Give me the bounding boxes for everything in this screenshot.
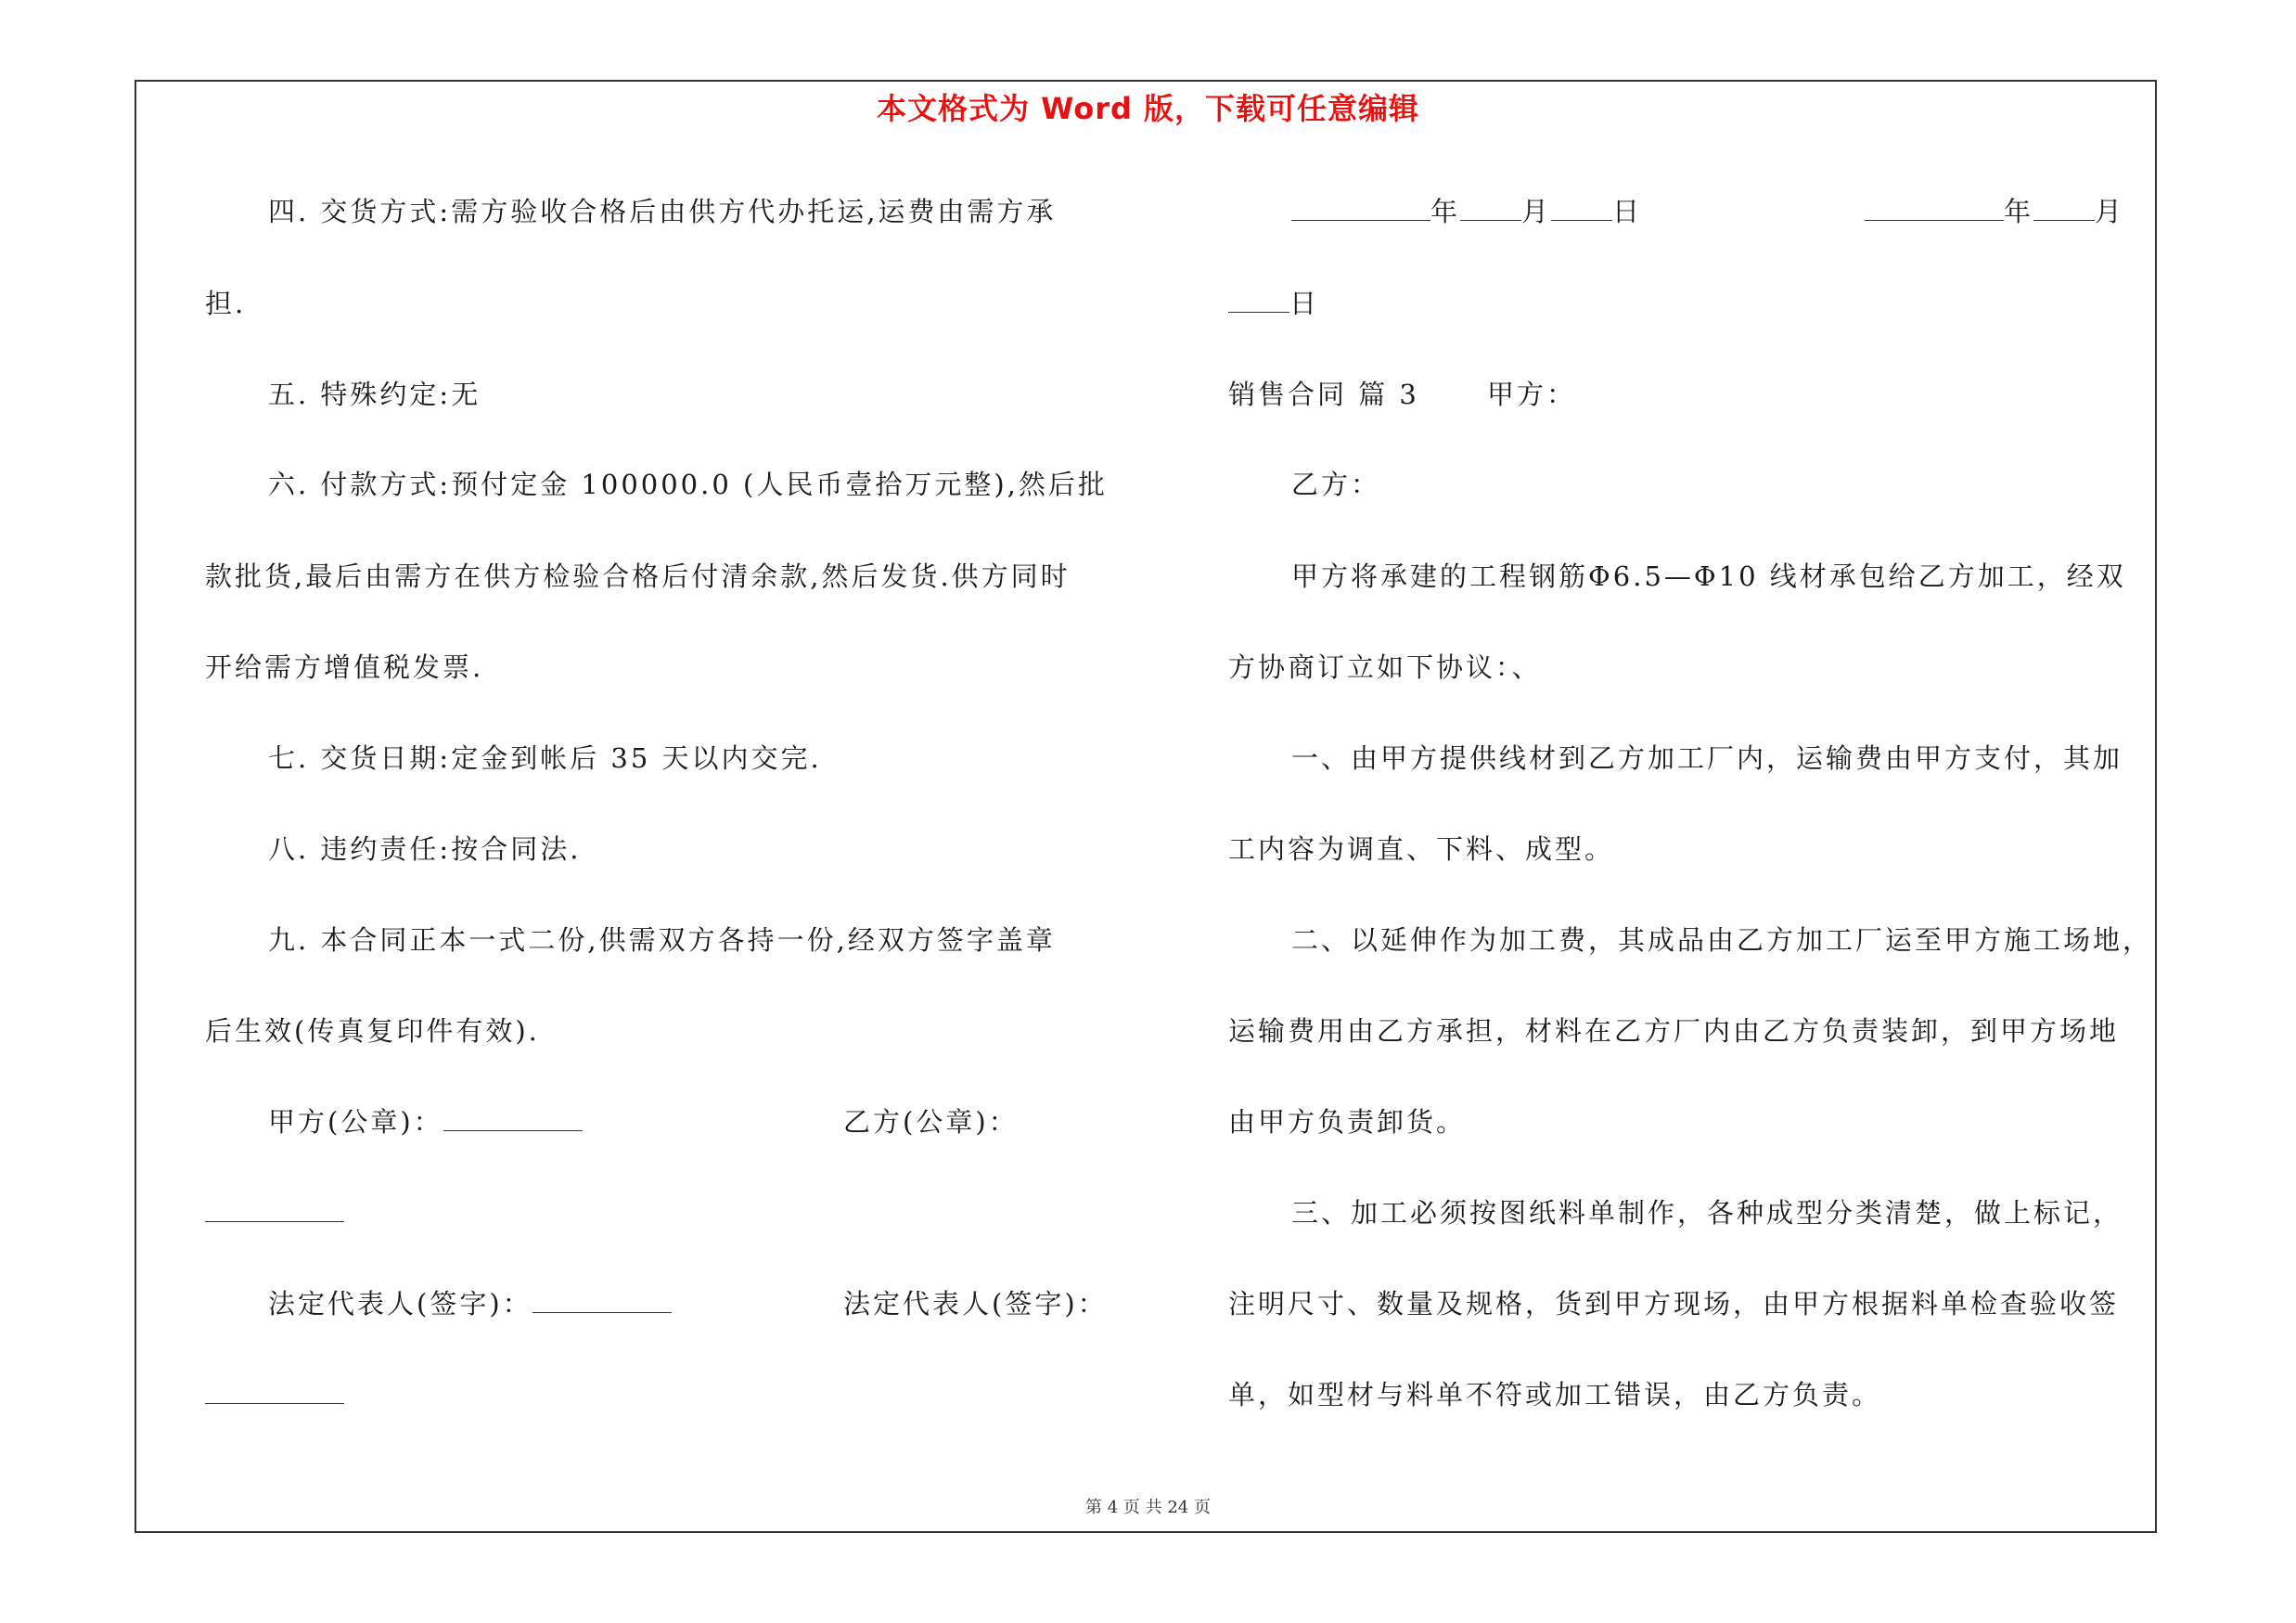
clause-8: 八. 违约责任:按合同法.	[268, 833, 582, 865]
article-2-line-1: 二、以延伸作为加工费，其成品由乙方加工厂运至甲方施工场地，	[1291, 924, 2153, 956]
date-year-label-a: 年	[1430, 196, 1461, 227]
clause-4-line-1: 四. 交货方式:需方验收合格后由供方代办托运,运费由需方承	[268, 196, 1057, 227]
article-2-line-2: 运输费用由乙方承担，材料在乙方厂内由乙方负责装卸，到甲方场地	[1228, 1015, 2120, 1047]
article-3-line-2: 注明尺寸、数量及规格，货到甲方现场，由甲方根据料单检查验收签	[1228, 1288, 2120, 1320]
legal-rep-b-blank[interactable]	[205, 1379, 344, 1404]
date-month-label-a: 月	[1521, 196, 1552, 227]
date-day-row-party-b	[1228, 285, 1319, 322]
legal-rep-b-label: 法定代表人(签字)：	[843, 1288, 1108, 1320]
intro-line-2: 方协商订立如下协议：、	[1228, 651, 1542, 683]
date-year-blank-b[interactable]	[1865, 196, 2004, 221]
date-day-blank-b[interactable]	[1228, 288, 1289, 313]
clause-9-line-1: 九. 本合同正本一式二份,供需双方各持一份,经双方签字盖章	[268, 924, 1056, 956]
article-3-line-1: 三、加工必须按图纸料单制作，各种成型分类清楚，做上标记，	[1291, 1197, 2123, 1229]
party-a-seal-label: 甲方(公章)：	[268, 1106, 443, 1138]
clause-9-line-2: 后生效(传真复印件有效).	[205, 1015, 540, 1047]
page-number-footer: 第 4 页 共 24 页	[1085, 1498, 1211, 1517]
article-1-line-1: 一、由甲方提供线材到乙方加工厂内，运输费由甲方支付，其加	[1291, 742, 2123, 774]
clause-6-line-3: 开给需方增值税发票.	[205, 651, 484, 683]
party-b-seal-blank[interactable]	[205, 1197, 344, 1222]
party-a-seal-blank[interactable]	[443, 1106, 583, 1131]
date-day-blank-a[interactable]	[1551, 196, 1612, 221]
date-year-blank-a[interactable]	[1291, 196, 1430, 221]
date-month-label-b: 月	[2095, 196, 2125, 227]
clause-4-line-2: 担.	[205, 288, 247, 319]
contract-heading: 销售合同 篇 3	[1228, 379, 1419, 410]
date-month-blank-a[interactable]	[1460, 196, 1521, 221]
date-month-blank-b[interactable]	[2033, 196, 2095, 221]
clause-7: 七. 交货日期:定金到帐后 35 天以内交完.	[268, 742, 822, 774]
legal-rep-a-blank[interactable]	[532, 1288, 672, 1313]
party-a-seal-row	[268, 1103, 583, 1140]
party-b-label: 乙方：	[1291, 469, 1381, 500]
date-day-label-b: 日	[1289, 288, 1320, 319]
date-row-party-a	[1291, 193, 1642, 230]
legal-rep-a-row	[268, 1285, 672, 1322]
date-day-label-a: 日	[1612, 196, 1643, 227]
clause-6-line-1: 六. 付款方式:预付定金 100000.0 (人民币壹拾万元整),然后批	[268, 469, 1108, 500]
article-1-line-2: 工内容为调直、下料、成型。	[1228, 833, 1615, 865]
date-row-party-b	[1865, 193, 2124, 230]
intro-line-1: 甲方将承建的工程钢筋Φ6.5—Φ10 线材承包给乙方加工，经双	[1291, 560, 2126, 592]
party-b-seal-row	[205, 1194, 344, 1231]
legal-rep-a-label: 法定代表人(签字)：	[268, 1288, 532, 1320]
editable-notice-banner: 本文格式为 Word 版，下载可任意编辑	[876, 91, 1420, 126]
party-a-label: 甲方：	[1487, 379, 1577, 410]
party-b-seal-label: 乙方(公章)：	[843, 1106, 1019, 1138]
date-year-label-b: 年	[2004, 196, 2034, 227]
clause-6-line-2: 款批货,最后由需方在供方检验合格后付清余款,然后发货.供方同时	[205, 560, 1071, 592]
article-3-line-3: 单，如型材与料单不符或加工错误，由乙方负责。	[1228, 1379, 1882, 1410]
legal-rep-b-row	[205, 1376, 344, 1413]
clause-5: 五. 特殊约定:无	[268, 379, 481, 410]
article-2-line-3: 由甲方负责卸货。	[1228, 1106, 1467, 1138]
